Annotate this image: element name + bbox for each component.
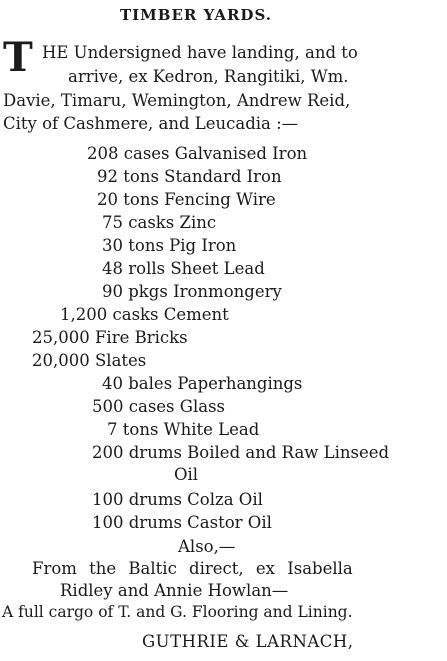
item-desc: rolls Sheet Lead xyxy=(128,259,265,278)
list-item xyxy=(87,143,307,165)
intro-line-2: arrive, ex Kedron, Rangitiki, Wm. xyxy=(68,67,349,86)
list-item xyxy=(32,350,146,372)
item-desc: casks Zinc xyxy=(128,213,217,232)
list-item xyxy=(107,419,259,441)
list-item xyxy=(92,489,263,511)
list-item xyxy=(92,442,389,464)
item-qty: 92 xyxy=(97,167,118,186)
item-desc: cases Glass xyxy=(128,397,226,416)
item-desc: tons Pig Iron xyxy=(128,236,237,255)
list-item xyxy=(102,258,265,280)
list-item xyxy=(174,464,198,486)
item-qty: 7 xyxy=(107,420,118,439)
item-qty: 20,000 xyxy=(32,351,90,370)
baltic-line-1: From the Baltic direct, ex Isabella xyxy=(32,559,353,578)
item-qty: 25,000 xyxy=(32,328,90,347)
list-item xyxy=(60,304,229,326)
item-desc: drums Castor Oil xyxy=(128,513,272,532)
item-desc: Oil xyxy=(174,465,199,484)
item-qty: 500 xyxy=(92,397,124,416)
item-desc: Fire Bricks xyxy=(94,328,188,347)
signature: GUTHRIE & LARNACH, xyxy=(142,632,354,651)
intro-line-4: City of Cashmere, and Leucadia :— xyxy=(3,114,299,133)
item-desc: casks Cement xyxy=(112,305,229,324)
item-desc: drums Colza Oil xyxy=(128,490,263,509)
item-desc: tons Standard Iron xyxy=(123,167,282,186)
item-desc: cases Galvanised Iron xyxy=(123,144,308,163)
list-item xyxy=(97,166,282,188)
item-qty: 20 xyxy=(97,190,118,209)
item-qty: 100 xyxy=(92,490,124,509)
list-item xyxy=(92,512,272,534)
list-item xyxy=(92,396,225,418)
item-qty: 1,200 xyxy=(60,305,108,324)
heading: TIMBER YARDS. xyxy=(120,6,272,24)
item-qty: 100 xyxy=(92,513,124,532)
baltic-line-2: Ridley and Annie Howlan— xyxy=(60,581,289,600)
cargo-line: A full cargo of T. and G. Flooring and Lining. xyxy=(2,603,353,621)
item-desc: Slates xyxy=(94,351,147,370)
item-desc: pkgs Ironmongery xyxy=(128,282,282,301)
intro-line-1: HE Undersigned have landing, and to xyxy=(42,43,358,62)
list-item xyxy=(32,327,188,349)
list-item xyxy=(102,212,216,234)
item-desc: tons White Lead xyxy=(122,420,260,439)
also-line: Also,— xyxy=(178,537,236,556)
list-item xyxy=(97,189,276,211)
item-qty: 90 xyxy=(102,282,123,301)
list-item xyxy=(102,281,282,303)
list-item xyxy=(102,373,302,395)
item-desc: tons Fencing Wire xyxy=(123,190,276,209)
drop-cap: T xyxy=(3,34,33,81)
item-qty: 48 xyxy=(102,259,123,278)
item-qty: 208 xyxy=(87,144,119,163)
item-qty: 200 xyxy=(92,443,124,462)
item-qty: 30 xyxy=(102,236,123,255)
item-desc: bales Paperhangings xyxy=(128,374,303,393)
intro-line-3: Davie, Timaru, Wemington, Andrew Reid, xyxy=(3,91,351,110)
list-item xyxy=(102,235,236,257)
item-desc: drums Boiled and Raw Linseed xyxy=(128,443,390,462)
item-qty: 75 xyxy=(102,213,123,232)
item-qty: 40 xyxy=(102,374,123,393)
